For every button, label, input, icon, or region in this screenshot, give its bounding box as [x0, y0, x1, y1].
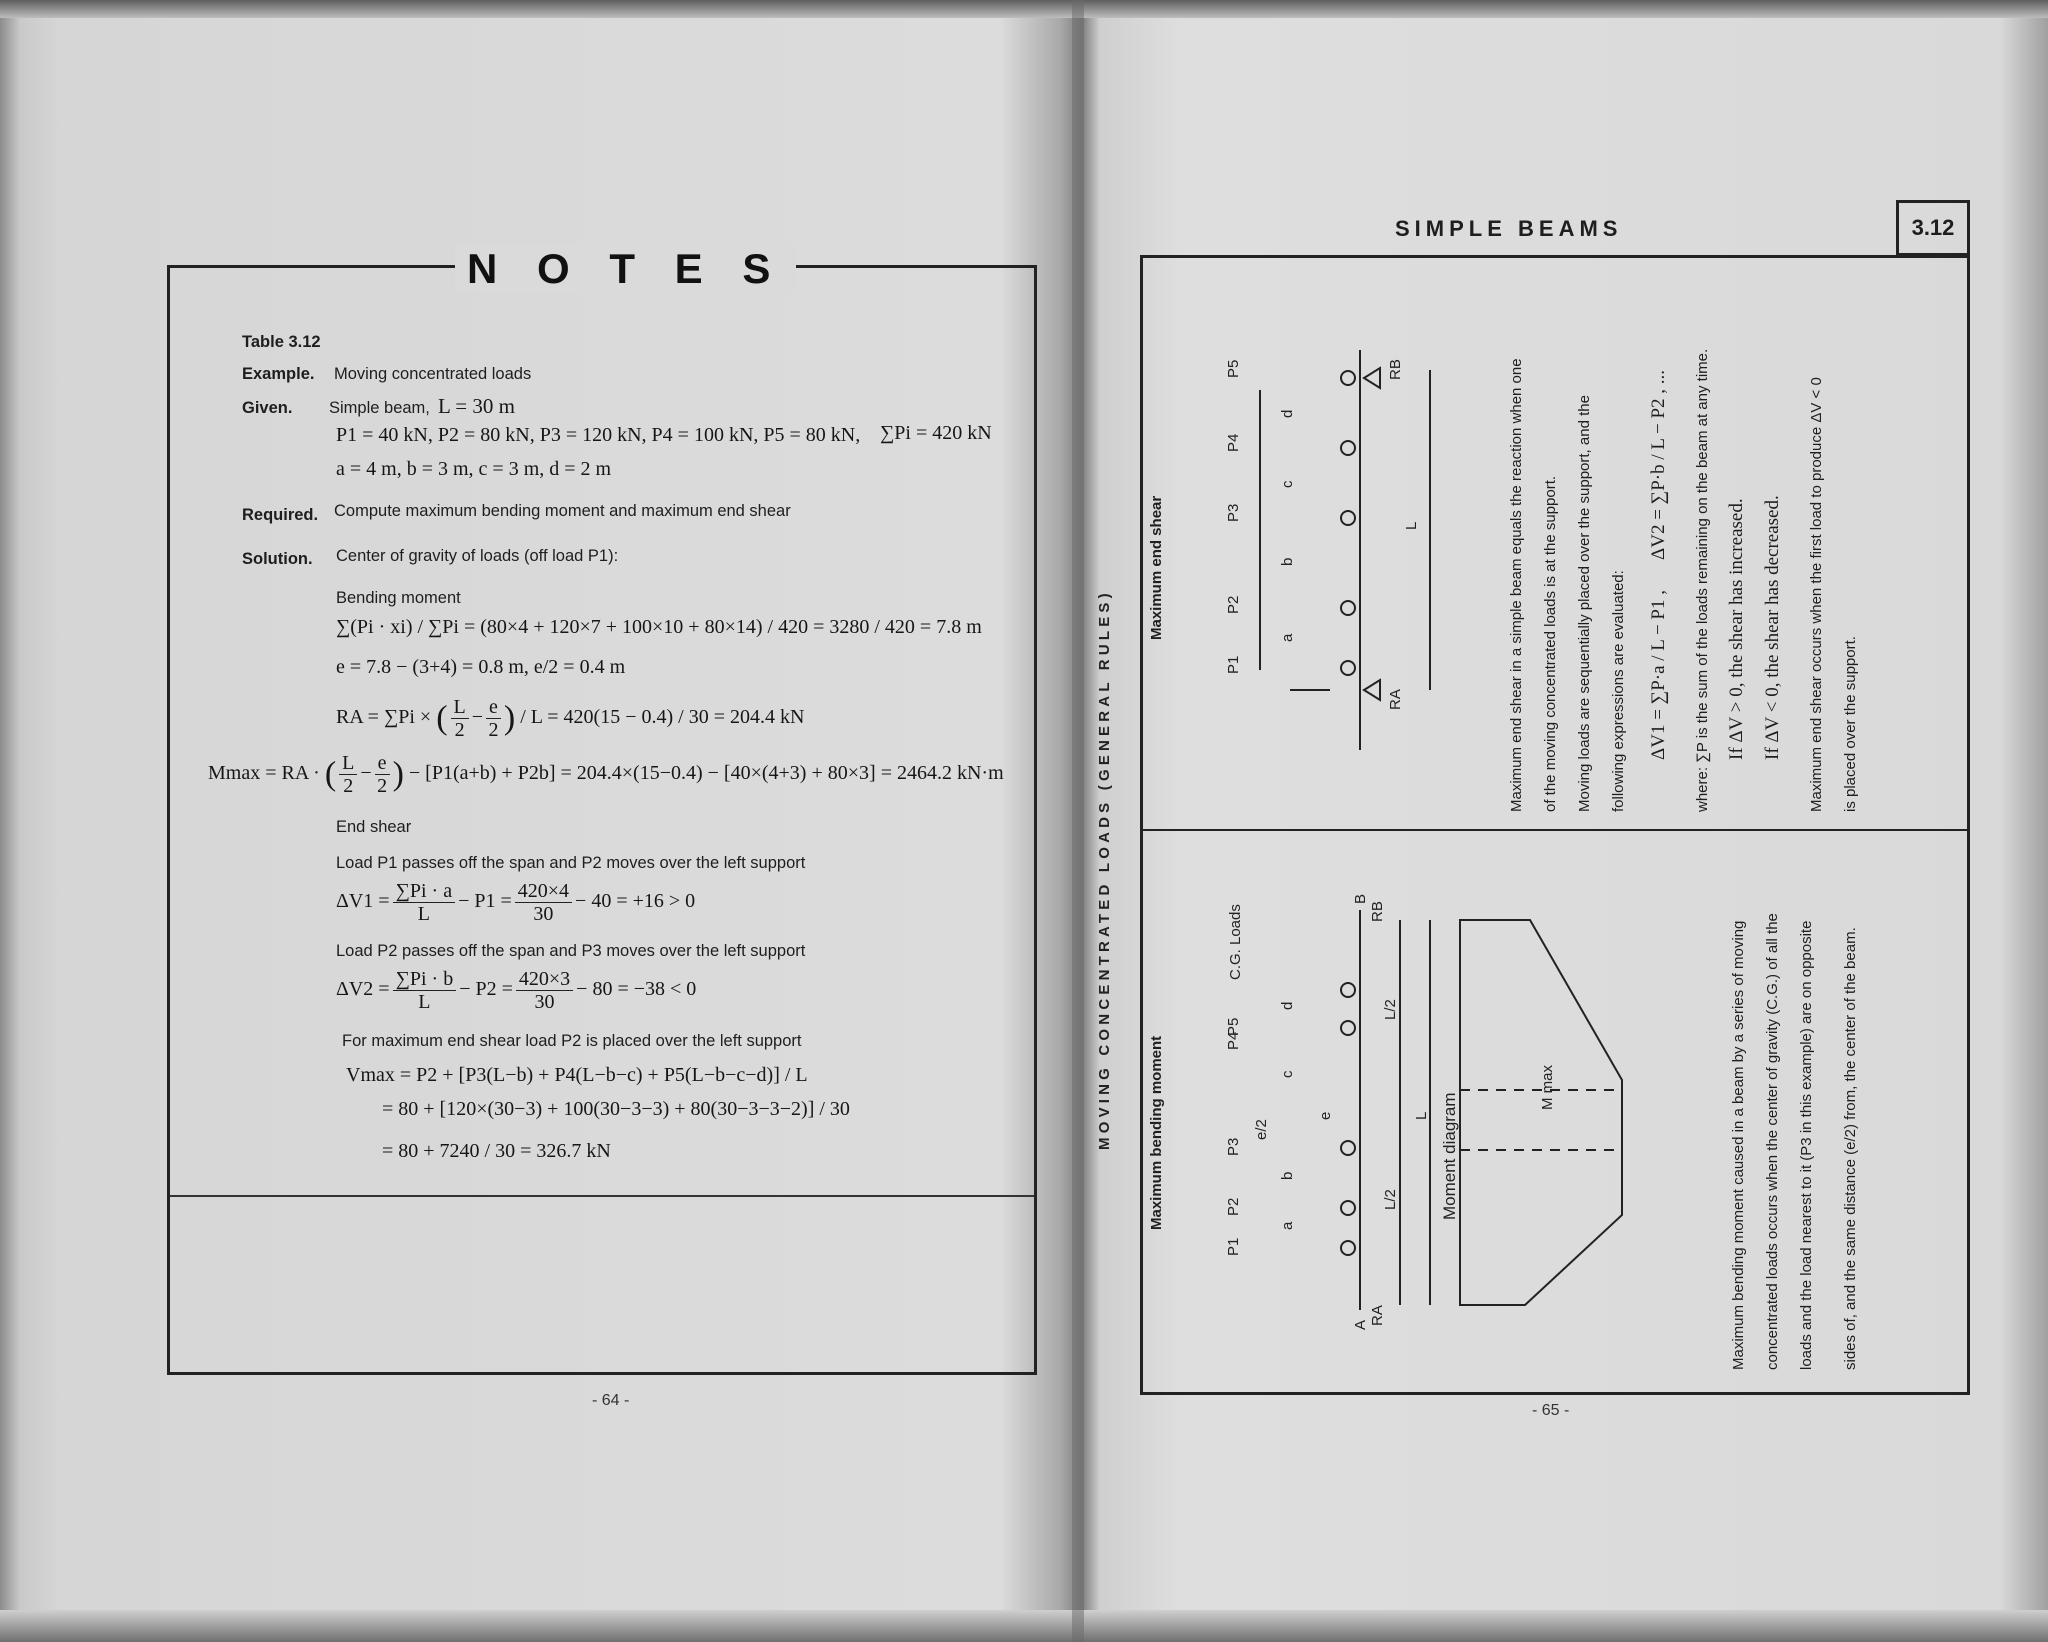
mmax-equation: Mmax = RA · ( $\frac{L}{2}$ − $\frac{e}{2}$ ) − [P1(a+b) + P2b] = 204.4×(15−0.4) − [40×(4+3) + 80×3] = 2464.2 kN·m — [208, 752, 1004, 797]
load-circle-p4 — [1341, 441, 1355, 455]
label-p2: P2 — [1225, 595, 1242, 614]
label-b: b — [1279, 557, 1296, 566]
solution-text: Center of gravity of loads (off load P1): — [336, 547, 619, 565]
vmax-line2: = 80 + [120×(30−3) + 100(30−3−3) + 80(30−3−3−2)] / 30 — [382, 1098, 850, 1120]
bending-text-2: concentrated loads occurs when the center of gravity (C.G.) of all the — [1764, 913, 1781, 1370]
label-p2-m: P2 — [1225, 1197, 1242, 1216]
max-shear-text: For maximum end shear load P2 is placed over the left support — [342, 1032, 802, 1050]
load1-text: Load P1 passes off the span and P2 moves over the left support — [336, 854, 806, 872]
moment-diagram-outline — [1460, 920, 1622, 1305]
load-circle-p1 — [1341, 661, 1355, 675]
label-a-m: a — [1279, 1221, 1296, 1230]
section-number: 3.12 — [1896, 200, 1970, 256]
end-shear-text-1: Maximum end shear in a simple beam equals the reaction when one — [1508, 358, 1525, 812]
given-beam: Simple beam, — [329, 399, 430, 417]
label-a: a — [1279, 633, 1296, 642]
dimensions-line: a = 4 m, b = 3 m, c = 3 m, d = 2 m — [336, 458, 612, 480]
notes-divider — [170, 1195, 1034, 1197]
bending-moment-diagram — [1225, 890, 1650, 1350]
ra-frac-L2: $\frac{L}{2}$ — [451, 696, 469, 741]
label-p4: P4 — [1225, 433, 1242, 452]
mmax-frac-e2: $\frac{e}{2}$ — [375, 752, 390, 797]
label-p5-m: P5 — [1225, 1017, 1242, 1036]
load-circle-p2 — [1341, 601, 1355, 615]
label-d: d — [1279, 409, 1296, 418]
loads-line: P1 = 40 kN, P2 = 80 kN, P3 = 120 kN, P4 = 100 kN, P5 = 80 kN, — [336, 424, 861, 446]
vmax-line3: = 80 + 7240 / 30 = 326.7 kN — [382, 1140, 611, 1162]
solution-label: Solution. — [242, 550, 313, 568]
ra-rhs: / L = 420(15 − 0.4) / 30 = 204.4 kN — [520, 706, 805, 729]
load2-text: Load P2 passes off the span and P3 moves over the left support — [336, 942, 806, 960]
page-number-left: - 64 - — [592, 1392, 630, 1409]
label-p3: P3 — [1225, 503, 1242, 522]
label-c-m: c — [1279, 1070, 1296, 1078]
section-title: SIMPLE BEAMS — [1395, 216, 1623, 241]
label-rb: RB — [1387, 359, 1404, 380]
table-reference: Table 3.12 — [242, 333, 321, 351]
vmax-line1: Vmax = P2 + [P3(L−b) + P4(L−b−c) + P5(L−b−c−d)] / L — [346, 1064, 808, 1086]
label-B: B — [1352, 893, 1369, 904]
load-circle-p3-m — [1341, 1141, 1355, 1155]
example-label: Example. — [242, 365, 315, 383]
end-shear-text-4: following expressions are evaluated: — [1610, 570, 1627, 812]
bending-text-3: loads and the load nearest to it (P3 in this example) are on opposite — [1798, 920, 1815, 1370]
end-shear-formula-1: ΔV1 = ∑P·a / L − P1 , — [1648, 590, 1669, 760]
dv2-equation: ΔV2 = $\frac{\sum Pi \cdot b}{L}$ − P2 = $\frac{420\times 3}{30}$ − 80 = −38 < 0 — [336, 968, 697, 1013]
label-cg-loads: C.G. Loads — [1227, 904, 1244, 980]
label-ra-m: RA — [1369, 1305, 1386, 1326]
label-rb-m: RB — [1369, 901, 1386, 922]
load-circle-p3 — [1341, 511, 1355, 525]
right-frame-divider — [1140, 829, 1970, 831]
example-text: Moving concentrated loads — [334, 365, 532, 383]
bending-text-1: Maximum bending moment caused in a beam by a series of moving — [1730, 920, 1747, 1370]
cg-equation: ∑(Pi · xi) / ∑Pi = (80×4 + 120×7 + 100×10 + 80×14) / 420 = 3280 / 420 = 7.8 m — [336, 616, 982, 638]
end-shear-formula-2: ΔV2 = ∑P·b / L − P2 , ... — [1648, 369, 1669, 560]
label-mmax: M max — [1539, 1065, 1556, 1110]
support-a — [1364, 680, 1380, 700]
bending-moment-heading: Bending moment — [336, 589, 461, 607]
bending-text-4: sides of, and the same distance (e/2) from, the center of the beam. — [1842, 927, 1859, 1370]
label-L: L — [1403, 521, 1420, 530]
end-shear-heading: End shear — [336, 818, 412, 836]
label-e2-m: e/2 — [1253, 1119, 1270, 1140]
notes-title: N O T E S — [455, 245, 796, 293]
label-L2-top: L/2 — [1382, 999, 1399, 1020]
loads-sum: ∑Pi = 420 kN — [880, 422, 992, 444]
label-p5: P5 — [1225, 359, 1242, 378]
e-equation: e = 7.8 − (3+4) = 0.8 m, e/2 = 0.4 m — [336, 656, 626, 678]
ra-frac-e2: $\frac{e}{2}$ — [486, 696, 501, 741]
given-label: Given. — [242, 399, 293, 417]
condition-increase: If ΔV > 0, the shear has increased. — [1726, 498, 1747, 760]
side-title: MOVING CONCENTRATED LOADS (GENERAL RULES) — [1096, 589, 1113, 1150]
label-p1: P1 — [1225, 655, 1242, 674]
end-shear-where: where: ∑P is the sum of the loads remaining on the beam at any time. — [1694, 348, 1711, 812]
heading-max-bending-moment: Maximum bending moment — [1148, 1035, 1165, 1230]
book-spine — [1072, 0, 1084, 1642]
condition-decrease: If ΔV < 0, the shear has decreased. — [1762, 495, 1783, 760]
end-shear-text-2: of the moving concentrated loads is at the support. — [1542, 475, 1559, 812]
ra-lhs: RA = ∑Pi × — [336, 706, 432, 729]
required-label: Required. — [242, 506, 319, 524]
page-number-right: - 65 - — [1532, 1402, 1570, 1419]
load-circle-p5-m — [1341, 983, 1355, 997]
mmax-rhs: − [P1(a+b) + P2b] = 204.4×(15−0.4) − [40×(4+3) + 80×3] = 2464.2 kN·m — [408, 762, 1004, 785]
label-moment-diagram: Moment diagram — [1440, 1092, 1459, 1220]
load-circle-p1-m — [1341, 1241, 1355, 1255]
ra-equation: RA = ∑Pi × ( $\frac{L}{2}$ − $\frac{e}{2}$ ) / L = 420(15 − 0.4) / 30 = 204.4 kN — [336, 696, 805, 741]
label-c: c — [1279, 480, 1296, 488]
label-b-m: b — [1279, 1171, 1296, 1180]
label-p3-m: P3 — [1225, 1137, 1242, 1156]
end-shear-note-1: Maximum end shear occurs when the first load to produce ΔV < 0 — [1808, 377, 1825, 812]
label-A: A — [1352, 1319, 1369, 1330]
mmax-frac-L2: $\frac{L}{2}$ — [339, 752, 357, 797]
label-L2-bottom: L/2 — [1382, 1189, 1399, 1210]
label-p4-m: P4 — [1225, 1031, 1242, 1050]
load-circle-p4-m — [1341, 1021, 1355, 1035]
load-circle-p5 — [1341, 371, 1355, 385]
end-shear-diagram — [1225, 330, 1460, 770]
heading-max-end-shear: Maximum end shear — [1148, 495, 1165, 640]
label-d-m: d — [1279, 1001, 1296, 1010]
end-shear-text-3: Moving loads are sequentially placed over the support, and the — [1576, 395, 1593, 812]
required-text: Compute maximum bending moment and maximum end shear — [334, 502, 791, 520]
label-p1-m: P1 — [1225, 1237, 1242, 1256]
label-L-m: L — [1413, 1111, 1430, 1120]
page-edge-top — [0, 0, 2048, 18]
label-ra: RA — [1387, 689, 1404, 710]
given-length: L = 30 m — [438, 394, 515, 418]
end-shear-note-2: is placed over the support. — [1842, 636, 1859, 812]
label-e-m: e — [1317, 1111, 1334, 1120]
support-b — [1364, 368, 1380, 388]
mmax-lhs: Mmax = RA · — [208, 762, 320, 785]
dv1-equation: ΔV1 = $\frac{\sum Pi \cdot a}{L}$ − P1 = $\frac{420\times 4}{30}$ − 40 = +16 > 0 — [336, 880, 696, 925]
load-circle-p2-m — [1341, 1201, 1355, 1215]
page-edge-bottom — [0, 1610, 2048, 1642]
